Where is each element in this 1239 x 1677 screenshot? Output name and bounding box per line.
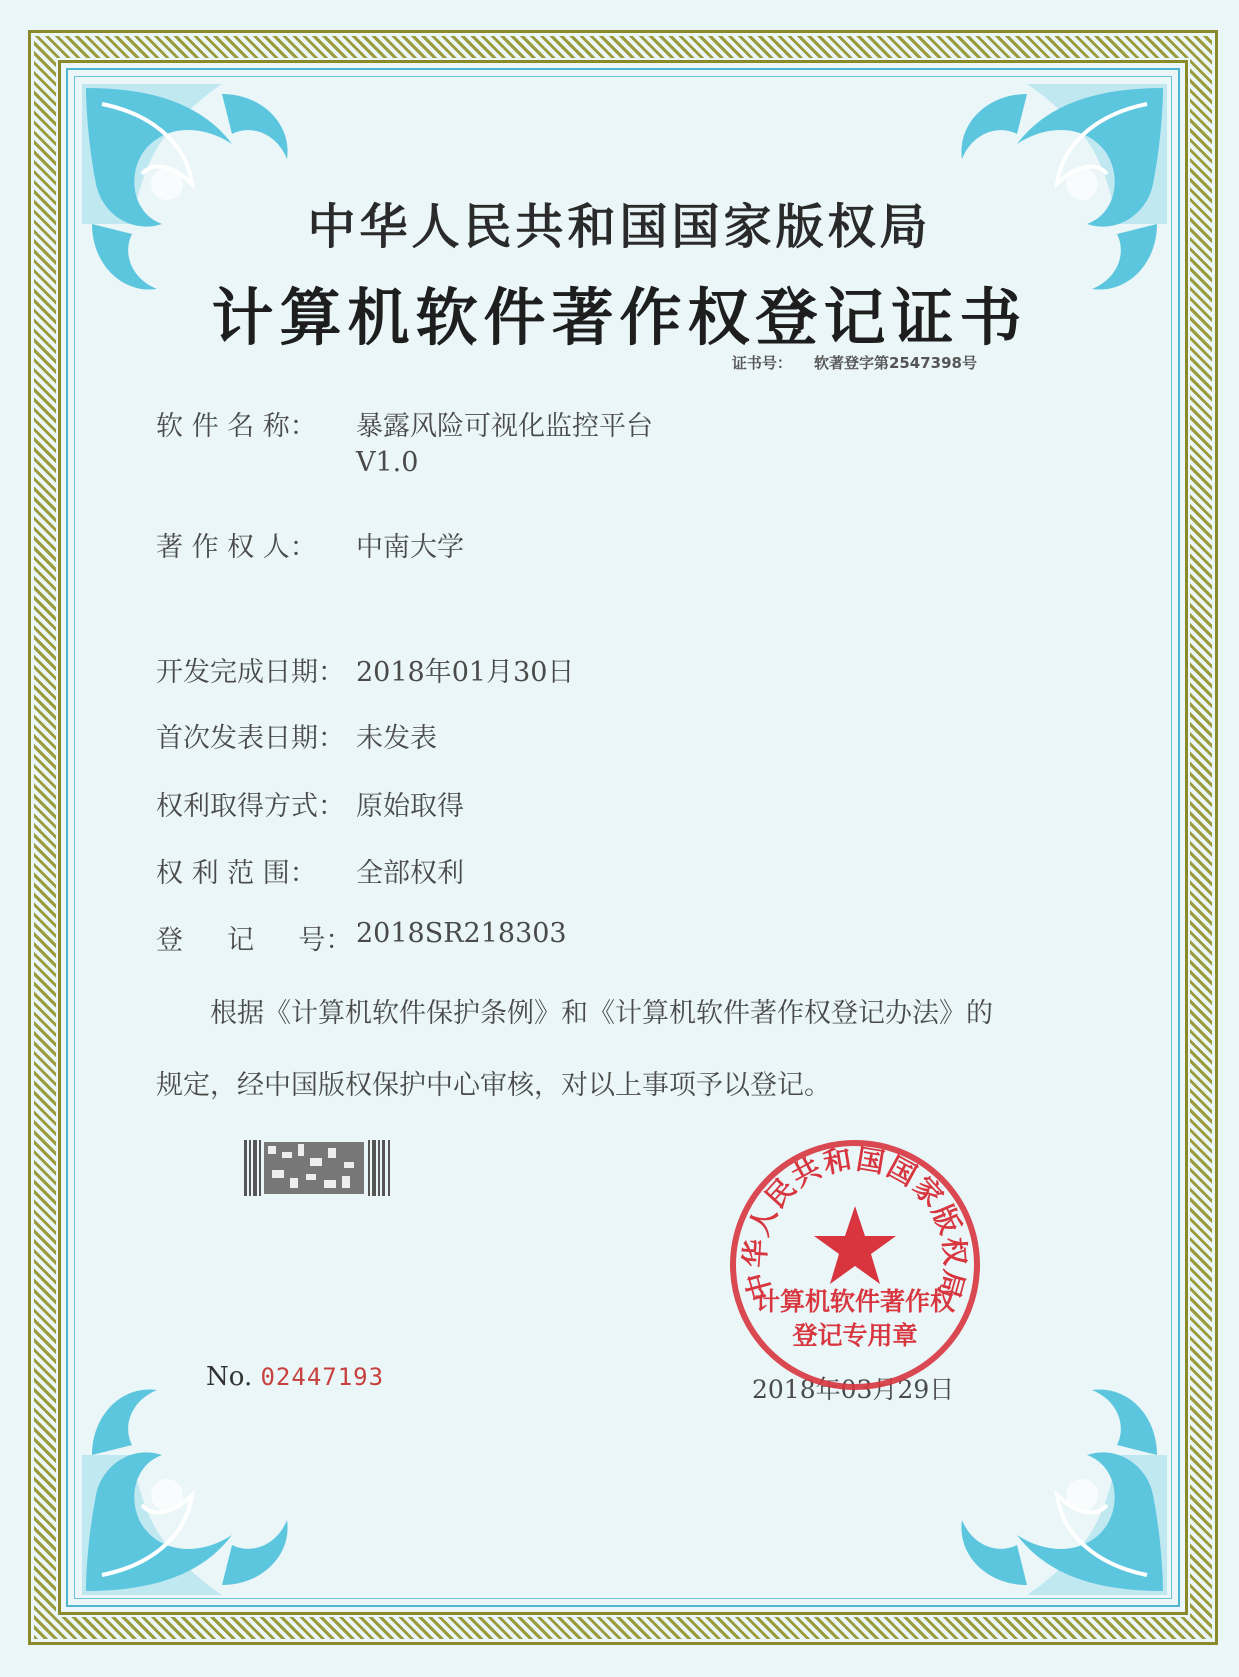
field-registration-number <box>156 918 567 957</box>
issue-date: 2018年03月29日 <box>752 1375 955 1404</box>
field-first-publication-date <box>156 716 437 755</box>
field-value: 暴露风险可视化监控平台 <box>356 411 653 442</box>
field-label: 首次发表日期： <box>156 723 345 754</box>
seal-graphic <box>724 1134 986 1396</box>
statement-paragraph <box>156 978 1096 1122</box>
serial-number-value: 02447193 <box>260 1363 385 1391</box>
field-value-version: V1.0 <box>356 447 419 478</box>
certificate-title: 计算机软件著作权登记证书 <box>211 281 1028 354</box>
serial-number <box>206 1362 384 1392</box>
field-label: 权利取得方式： <box>156 791 345 822</box>
field-value: 全部权利 <box>356 858 464 889</box>
statement-line-1 <box>156 978 1096 1050</box>
statement-text-1: 根据《计算机软件保护条例》和《计算机软件著作权登记办法》的 <box>210 998 993 1029</box>
field-label: 软 件 名 称： <box>156 411 317 442</box>
corner-ornament-bottom-right <box>937 1365 1177 1605</box>
seal-inner-line-1: 计算机软件著作权 <box>754 1287 955 1316</box>
field-value: 2018年01月30日 <box>356 657 575 688</box>
corner-ornament-bottom-left <box>72 1365 312 1605</box>
serial-number-label: No. <box>206 1362 253 1392</box>
field-label: 著 作 权 人： <box>156 532 317 563</box>
field-software-name <box>156 404 653 478</box>
field-rights-scope <box>156 851 464 890</box>
field-value: 中南大学 <box>356 532 464 563</box>
field-acquisition-method <box>156 784 464 823</box>
field-copyright-owner <box>156 525 464 564</box>
issuer-title: 中华人民共和国国家版权局 <box>307 199 932 255</box>
seal-inner-line-2: 登记专用章 <box>792 1321 918 1350</box>
field-value: 未发表 <box>356 723 437 754</box>
field-completion-date <box>156 650 574 689</box>
official-seal <box>724 1134 986 1396</box>
field-value: 2018SR218303 <box>356 918 567 949</box>
field-value: 原始取得 <box>356 791 464 822</box>
field-label: 开发完成日期： <box>156 657 345 688</box>
field-label: 权 利 范 围： <box>156 858 317 889</box>
barcode <box>244 1140 394 1196</box>
certificate-number <box>732 352 977 373</box>
field-label: 登 记 号： <box>156 925 353 956</box>
certificate-number-value: 软著登字第2547398号 <box>813 354 977 372</box>
seal-ring-text: 中华人民共和国国家版权局 <box>738 1142 972 1305</box>
statement-line-2: 规定，经中国版权保护中心审核，对以上事项予以登记。 <box>156 1070 831 1101</box>
certificate-number-label: 证书号： <box>731 354 792 372</box>
